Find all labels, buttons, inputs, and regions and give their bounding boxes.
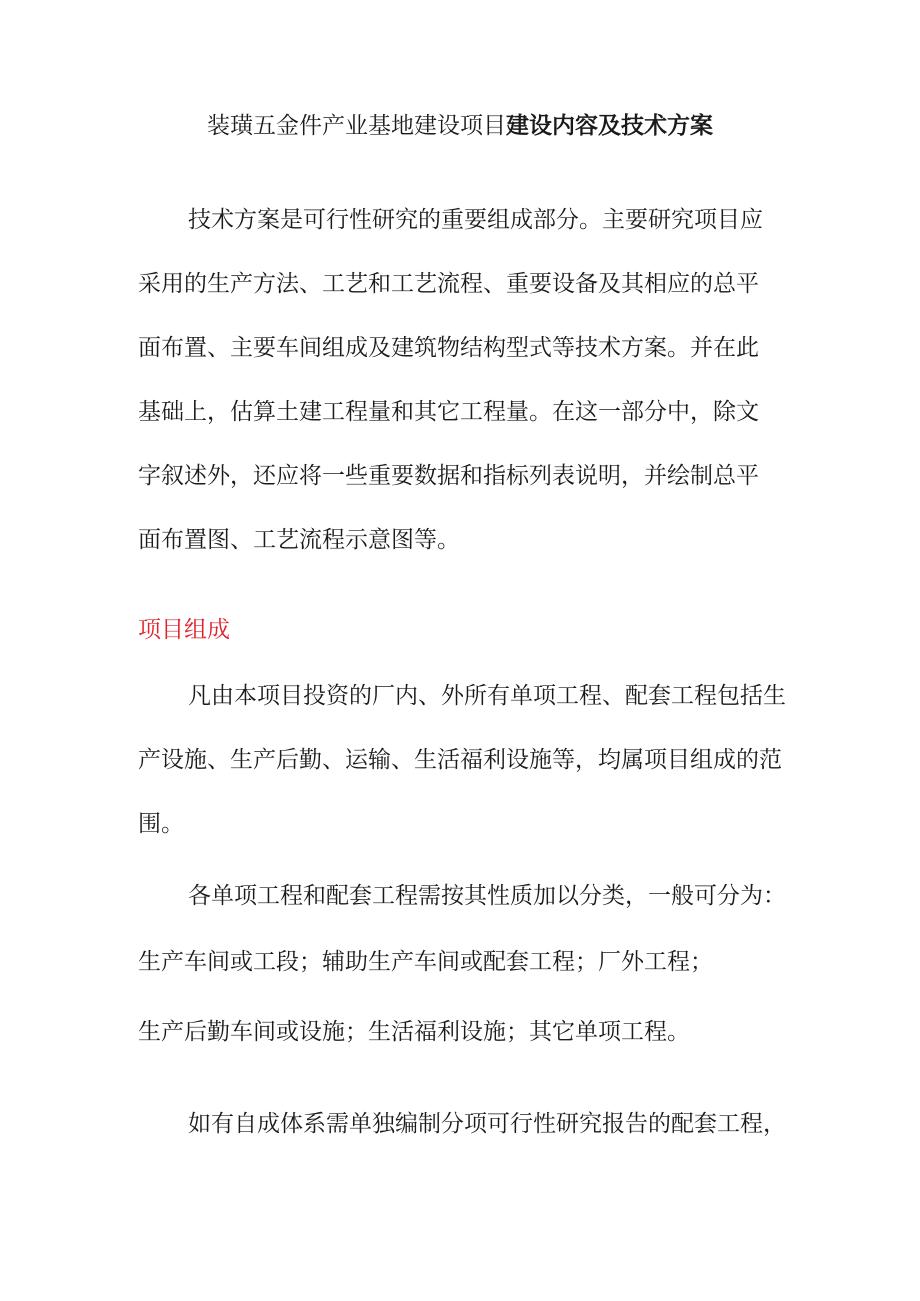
title-bold: 建设内容及技术方案 — [506, 113, 713, 139]
paragraph-line: 凡由本项目投资的厂内、外所有单项工程、配套工程包括生 — [188, 683, 786, 709]
paragraph-line: 产设施、生产后勤、运输、生活福利设施等，均属项目组成的范 — [138, 747, 782, 773]
paragraph-line: 字叙述外，还应将一些重要数据和指标列表说明，并绘制总平 — [138, 463, 759, 489]
paragraph-line: 围。 — [138, 811, 184, 837]
paragraph-line: 技术方案是可行性研究的重要组成部分。主要研究项目应 — [188, 207, 763, 233]
document-title — [0, 110, 920, 142]
paragraph-line: 生产后勤车间或设施；生活福利设施；其它单项工程。 — [138, 1019, 690, 1045]
paragraph-line: 各单项工程和配套工程需按其性质加以分类，一般可分为： — [188, 883, 786, 909]
paragraph-line: 采用的生产方法、工艺和工艺流程、重要设备及其相应的总平 — [138, 271, 759, 297]
title-normal: 装璜五金件产业基地建设项目 — [207, 113, 506, 139]
paragraph-line: 生产车间或工段；辅助生产车间或配套工程；厂外工程； — [138, 949, 713, 975]
paragraph-line: 面布置图、工艺流程示意图等。 — [138, 527, 460, 553]
paragraph-line: 基础上，估算土建工程量和其它工程量。在这一部分中，除文 — [138, 399, 759, 425]
paragraph-line: 面布置、主要车间组成及建筑物结构型式等技术方案。并在此 — [138, 335, 759, 361]
paragraph-line: 如有自成体系需单独编制分项可行性研究报告的配套工程， — [188, 1111, 786, 1137]
section-heading: 项目组成 — [138, 617, 230, 643]
